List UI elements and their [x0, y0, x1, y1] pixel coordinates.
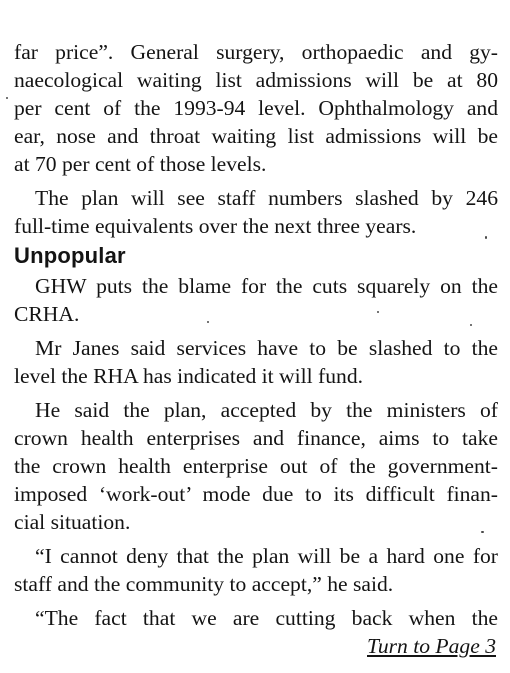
print-speck	[6, 97, 8, 99]
section-heading: Unpopular	[14, 243, 126, 268]
text-line: The plan will see staff numbers slashed by 246	[35, 186, 498, 210]
print-speck	[470, 324, 472, 326]
text-line: imposed ‘work-out’ mode due to its difficult finan-	[14, 482, 498, 506]
text-line: crown health enterprises and finance, aims to take	[14, 426, 498, 450]
print-speck	[207, 321, 209, 323]
text-line: He said the plan, accepted by the ministers of	[35, 398, 498, 422]
print-speck	[485, 236, 487, 239]
text-line: Mr Janes said services have to be slashed to the	[35, 336, 498, 360]
text-line: staff and the community to accept,” he said.	[14, 572, 394, 596]
text-line: GHW puts the blame for the cuts squarely on the	[35, 274, 498, 298]
text-line: “The fact that we are cutting back when the	[35, 606, 498, 630]
text-line: cial situation.	[14, 510, 131, 534]
text-line: full-time equivalents over the next three years.	[14, 214, 417, 238]
text-line: level the RHA has indicated it will fund.	[14, 364, 364, 388]
text-line: “I cannot deny that the plan will be a hard one for	[35, 544, 498, 568]
text-line: far price”. General surgery, orthopaedic and gy-	[14, 40, 498, 64]
text-line: naecological waiting list admissions will be at 80	[14, 68, 498, 92]
text-line: ear, nose and throat waiting list admissions will be	[14, 124, 498, 148]
print-speck	[377, 311, 379, 313]
print-speck	[481, 531, 484, 533]
text-line: the crown health enterprise out of the government-	[14, 454, 498, 478]
continued-on-link[interactable]: Turn to Page 3	[367, 634, 496, 658]
text-line: at 70 per cent of those levels.	[14, 152, 267, 176]
text-line: per cent of the 1993-94 level. Ophthalmology and	[14, 96, 498, 120]
text-line: CRHA.	[14, 302, 80, 326]
